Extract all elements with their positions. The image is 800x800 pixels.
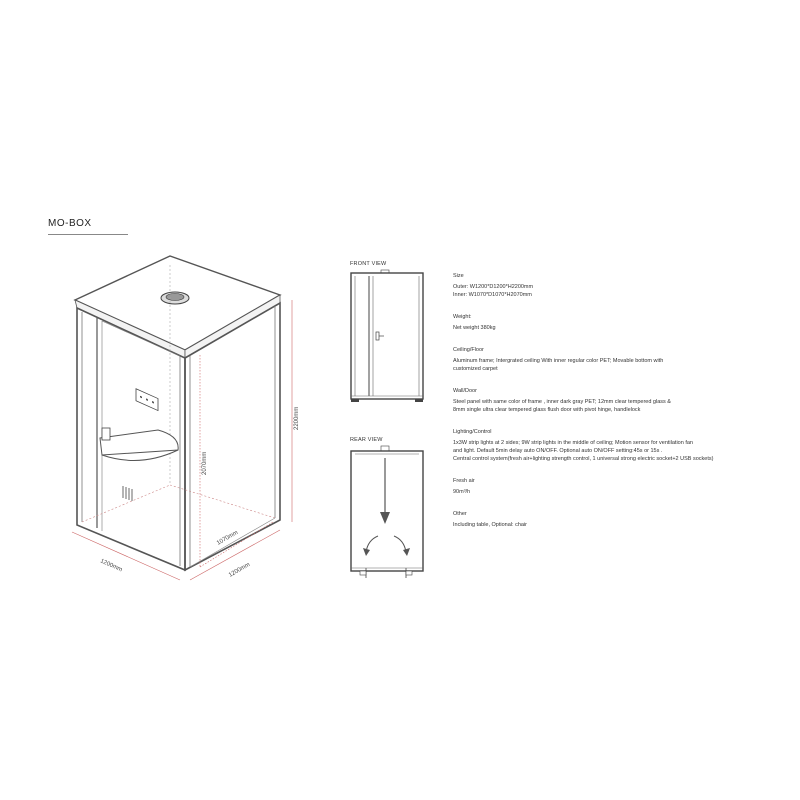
spec-line: and light. Default 5min delay auto ON/OFF. Optional auto ON/OFF setting:45s or 15s . xyxy=(453,448,663,454)
vent-grille xyxy=(123,486,132,501)
spec-line: Net weight 380kg xyxy=(453,325,496,331)
spec-line: 8mm single ultra clear tempered glass flush door with pivot hinge, handlelock xyxy=(453,407,641,413)
spec-line: customized carpet xyxy=(453,366,498,372)
spec-heading: Wall/Door xyxy=(453,388,477,394)
isometric-booth-drawing xyxy=(40,240,320,600)
height-inner-label: 2070mm xyxy=(202,451,208,475)
depth-inner-label: 1070mm xyxy=(216,529,240,547)
front-view-drawing xyxy=(348,268,428,406)
spec-line: Steel panel with same color of frame , inner dark gray PET; 12mm clear tempered glass & xyxy=(453,399,671,405)
spec-heading: Ceiling/Floor xyxy=(453,347,484,353)
spec-line: Including table, Optional: chair xyxy=(453,522,527,528)
rear-view-drawing xyxy=(348,444,428,584)
spec-section xyxy=(453,313,793,332)
spec-section xyxy=(453,477,793,496)
front-view-label: FRONT VIEW xyxy=(350,261,387,267)
spec-line: Outer: W1200*D1200*H2200mm xyxy=(453,284,534,290)
spec-section xyxy=(453,387,793,414)
front-door-handle xyxy=(376,332,379,340)
product-title: MO-BOX xyxy=(48,218,92,229)
spec-section xyxy=(453,346,793,373)
spec-line: 90m³/h xyxy=(453,489,471,495)
door-handle xyxy=(102,428,110,440)
spec-line: Central control system(fresh air+lighting strength control, 1 universal strong electric socket+2 USB sockets) xyxy=(453,456,714,462)
spec-heading: Lighting/Control xyxy=(453,429,492,435)
width-front-label: 1200mm xyxy=(99,558,123,574)
desk xyxy=(100,430,178,455)
spec-line: Inner: W1070*D1070*H2070mm xyxy=(453,292,532,298)
airflow-right-arrow xyxy=(394,536,406,552)
spec-heading: Size xyxy=(453,273,464,279)
title-underline xyxy=(48,234,128,235)
spec-line: 1x3W strip lights at 2 sides; 9W strip lights in the middle of ceiling; Motion sensor for ventilation fan xyxy=(453,440,693,446)
spec-section xyxy=(453,510,793,529)
spec-list xyxy=(453,272,793,543)
height-outer-label: 2200mm xyxy=(294,406,300,430)
spec-heading: Weight: xyxy=(453,314,472,320)
spec-line: Aluminum frame; Intergrated ceiling With inner regular color PET; Movable bottom with xyxy=(453,358,664,364)
spec-section xyxy=(453,428,793,463)
width-side-label: 1200mm xyxy=(228,561,252,579)
spec-heading: Fresh air xyxy=(453,478,475,484)
rear-view-label: REAR VIEW xyxy=(350,437,383,443)
spec-section xyxy=(453,272,793,299)
spec-heading: Other xyxy=(453,511,467,517)
